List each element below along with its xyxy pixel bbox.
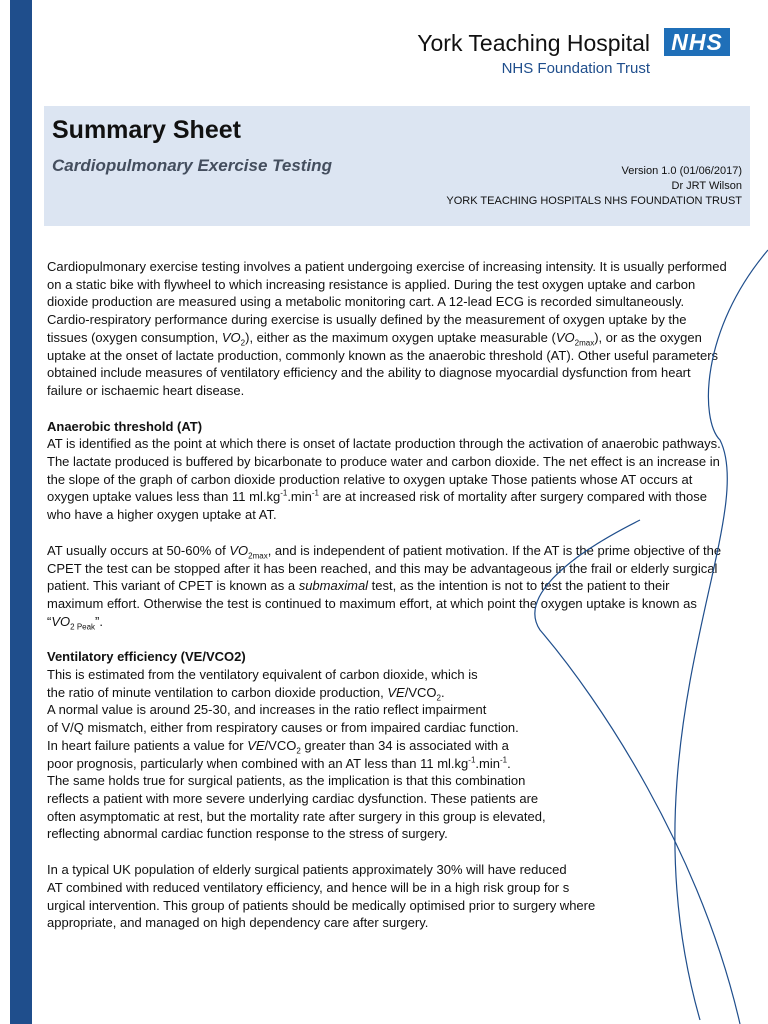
hospital-logo — [390, 24, 750, 84]
trust-name: NHS Foundation Trust — [501, 60, 650, 77]
hospital-name: York Teaching Hospital — [417, 30, 650, 56]
at-paragraph-2: AT usually occurs at 50-60% of $VO_{2max}$, and is independent of patient motivation. If the AT is the prime objective of the CPET the test can be stopped after it has been reached, and this may be advantageous in the frail or elderly surgical patient. This variant of CPET is known as a submaximal test, as the intention is not to test the patient to their maximum effort. Otherwise the test is continued to maximum effort, at which point the oxygen uptake is known as “$VO_{2 Peak}$”. — [47, 542, 722, 632]
org-text: YORK TEACHING HOSPITALS NHS FOUNDATION TRUST — [446, 195, 742, 207]
left-accent-bar — [10, 0, 32, 1024]
closing-paragraph: In a typical UK population of elderly surgical patients approximately 30% will have reduced AT combined with reduced ventilatory efficiency, and hence will be in a high risk group for s urgical intervention. This group of patients should be medically optimised prior to surgery where appropriate, and managed on high dependency care after surgery. — [47, 862, 596, 931]
at-heading: Anaerobic threshold (AT) — [47, 418, 203, 434]
summary-header-box — [44, 106, 750, 226]
at-section: Anaerobic threshold (AT) AT is identified as the point at which there is onset of lactate production through the activation of anaerobic pathways. The lactate produced is buffered by bicarbonate to produce water and carbon dioxide. The net effect is an increase in the slope of the graph of carbon dioxide production relative to oxygen uptake Those patients whose AT occurs at oxygen uptake values less than 11 $ml.kg^{-1}.\min^{-1}$ are at increased risk of mortality after surgery compared with those who have a higher oxygen uptake at AT. — [47, 418, 721, 523]
version-text: Version 1.0 (01/06/2017) — [621, 165, 742, 177]
version-info — [446, 164, 742, 209]
intro-paragraph: Cardiopulmonary exercise testing involves a patient undergoing exercise of increasing intensity. It is usually performed on a static bike with flywheel to which increasing resistance is applied. During the test oxygen uptake and carbon dioxide production are measured using a metabolic monitoring cart. A 12-lead ECG is recorded simultaneously. Cardio-respiratory performance during exercise is usually defined by the measurement of oxygen uptake by the tissues (oxygen consumption, $VO_2$), either as the maximum oxygen uptake measurable $(VO_{2max})$, or as the oxygen uptake at the onset of lactate production, commonly known as the anaerobic threshold (AT). Other useful parameters obtained include measures of ventilatory efficiency and the ability to diagnose myocardial dysfunction from heart failure or ischaemic heart disease. — [47, 259, 727, 398]
ve-section: Ventilatory efficiency (VE/VCO2) This is estimated from the ventilatory equivalent of carbon dioxide, which is the ratio of minute ventilation to carbon dioxide production, $VE/VCO_2$. A normal value is around 25-30, and increases in the ratio reflect impairment of V/Q mismatch, either from respiratory causes or from impaired cardiac function. In heart failure patients a value for $VE/VCO_2$ greater than 34 is associated with a poor prognosis, particularly when combined with an AT less than 11 $ml.kg^{-1}.\min^{-1}$. The same holds true for surgical patients, as the implication is that this combination reflects a patient with more severe underlying cardiac dysfunction. These patients are often asymptomatic at rest, but the mortality rate after surgery in this group is elevated, reflecting abnormal cardiac function response to the stress of surgery. — [47, 648, 727, 843]
nhs-logo-icon: NHS — [664, 28, 730, 56]
page-title: Summary Sheet — [52, 116, 241, 144]
document-body — [47, 258, 727, 932]
ve-heading: Ventilatory efficiency (VE/VCO2) — [47, 649, 246, 665]
author-text: Dr JRT Wilson — [671, 180, 742, 192]
page-subtitle: Cardiopulmonary Exercise Testing — [52, 156, 332, 175]
